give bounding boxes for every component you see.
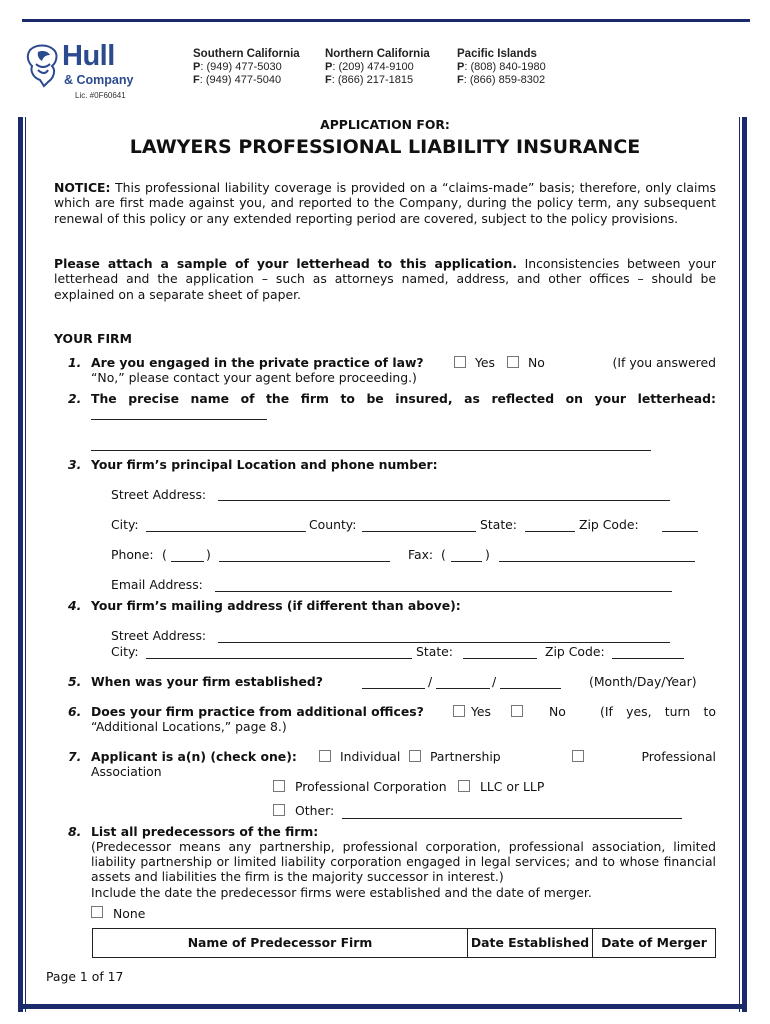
table-header-row xyxy=(93,929,716,958)
q3-state-label: State: xyxy=(480,517,517,532)
office-pacific-islands: Pacific Islands P: (808) 840-1980 F: (866) 859-8302 xyxy=(457,48,546,86)
q3-number: 3. xyxy=(68,457,82,472)
q1-no-label: No xyxy=(528,355,545,370)
q3-phone-area-field[interactable] xyxy=(171,561,204,562)
office-northern-california: Northern California P: (209) 474-9100 F: (866) 217-1815 xyxy=(325,48,430,86)
q1-yes-label: Yes xyxy=(475,355,496,370)
q5-number: 5. xyxy=(68,674,82,689)
bottom-border-bar xyxy=(18,1004,747,1009)
left-border-thin xyxy=(25,117,26,1012)
q3-fax-paren-close: ) xyxy=(485,547,490,562)
q5-question: When was your firm established? xyxy=(91,674,323,689)
q5-slash: / xyxy=(428,674,433,689)
q5-day-field[interactable] xyxy=(436,688,490,689)
q3-phone-label: Phone: xyxy=(111,547,154,562)
q7-professional-corporation-checkbox[interactable] xyxy=(273,780,285,792)
q6-question: Does your firm practice from additional offices? xyxy=(91,704,424,719)
q4-number: 4. xyxy=(68,598,82,613)
q3-county-field[interactable] xyxy=(362,531,476,532)
q2-firm-name-field-line2[interactable] xyxy=(91,450,651,451)
left-border-bar xyxy=(18,117,23,1012)
q6-number: 6. xyxy=(68,704,82,719)
q8-question: List all predecessors of the firm: xyxy=(91,824,319,839)
office-region: Northern California xyxy=(325,48,430,60)
q3-street-field[interactable] xyxy=(218,500,670,501)
q3-fax-label: Fax: xyxy=(408,547,434,562)
q1-note: (If you answered xyxy=(612,355,716,370)
q7-other-label: Other: xyxy=(295,803,335,818)
office-region: Southern California xyxy=(193,48,300,60)
letterhead-text: Inconsistencies between your letterhead and the application – such as attorneys named, address, and other offices – should be explained on a separate sheet of paper. xyxy=(54,256,716,302)
column-name-of-predecessor: Name of Predecessor Firm xyxy=(93,929,468,958)
q5-year-field[interactable] xyxy=(500,688,561,689)
column-date-of-merger: Date of Merger xyxy=(593,929,716,958)
predecessor-table xyxy=(92,928,716,958)
q6-yes-label: Yes xyxy=(471,704,492,719)
q5-slash: / xyxy=(492,674,497,689)
q7-other-checkbox[interactable] xyxy=(273,804,285,816)
notice-label: NOTICE: xyxy=(54,180,111,195)
q7-professional-corporation-label: Professional Corporation xyxy=(295,779,447,794)
office-fax: (866) 217-1815 xyxy=(337,74,414,86)
q1-question: Are you engaged in the private practice of law? xyxy=(91,355,424,370)
q7-number: 7. xyxy=(68,749,82,764)
q7-llc-checkbox[interactable] xyxy=(458,780,470,792)
q1-yes-checkbox[interactable] xyxy=(454,356,466,368)
office-phone: (209) 474-9100 xyxy=(338,61,414,73)
q5-month-field[interactable] xyxy=(362,688,425,689)
q7-professional-label: Professional xyxy=(641,749,716,764)
q8-none-label: None xyxy=(113,906,146,921)
q8-none-checkbox[interactable] xyxy=(91,906,103,918)
section-title: YOUR FIRM xyxy=(54,331,132,346)
q6-note-continued: “Additional Locations,” page 8.) xyxy=(91,719,287,734)
office-fax: (949) 477-5040 xyxy=(205,74,282,86)
office-fax: (866) 859-8302 xyxy=(469,74,546,86)
q3-fax-field[interactable] xyxy=(499,561,695,562)
q8-number: 8. xyxy=(68,824,82,839)
q7-question: Applicant is a(n) (check one): xyxy=(91,749,297,764)
company-logo xyxy=(24,42,154,90)
q6-note: (If yes, turn to xyxy=(600,704,716,719)
q3-state-field[interactable] xyxy=(525,531,575,532)
right-border-thin xyxy=(739,117,740,1012)
q7-individual-label: Individual xyxy=(340,749,401,764)
q3-email-label: Email Address: xyxy=(111,577,203,592)
q7-association-label: Association xyxy=(91,764,162,779)
q1-note-continued: “No,” please contact your agent before proceeding.) xyxy=(91,370,417,385)
q3-zip-label: Zip Code: xyxy=(579,517,639,532)
page-title: LAWYERS PROFESSIONAL LIABILITY INSURANCE xyxy=(129,136,641,158)
q8-include-note: Include the date the predecessor firms were established and the date of merger. xyxy=(91,885,592,900)
q3-email-field[interactable] xyxy=(215,591,672,592)
q2-firm-name-field[interactable] xyxy=(91,419,267,420)
q3-zip-field[interactable] xyxy=(662,531,698,532)
q3-city-label: City: xyxy=(111,517,139,532)
page-number: Page 1 of 17 xyxy=(46,969,124,984)
q3-street-label: Street Address: xyxy=(111,487,207,502)
q4-street-field[interactable] xyxy=(218,642,670,643)
q6-yes-checkbox[interactable] xyxy=(453,705,465,717)
q5-date-format: (Month/Day/Year) xyxy=(589,674,697,689)
q2-number: 2. xyxy=(68,391,82,406)
q4-zip-label: Zip Code: xyxy=(545,644,605,659)
q4-state-field[interactable] xyxy=(463,658,537,659)
logo-sub: & Company xyxy=(64,73,134,87)
office-region: Pacific Islands xyxy=(457,48,537,60)
notice-text: This professional liability coverage is provided on a “claims-made” basis; therefore, only claims which are first made against you, and reported to the Company, during the policy term, any subsequent renewal of this policy or any extended reporting period are covered, subject to the policy provisions. xyxy=(54,180,716,226)
q2-question: The precise name of the firm to be insured, as reflected on your letterhead: xyxy=(91,391,716,406)
letterhead-instruction: Please attach a sample of your letterhead to this application. xyxy=(54,256,517,271)
q3-fax-paren-open: ( xyxy=(441,547,446,562)
q3-question: Your firm’s principal Location and phone number: xyxy=(91,457,438,472)
q3-county-label: County: xyxy=(309,517,357,532)
notice-paragraph xyxy=(54,180,716,226)
q3-phone-paren-close: ) xyxy=(206,547,211,562)
q8-description: (Predecessor means any partnership, professional corporation, professional association, limited liability partnership or limited liability corporation engaged in legal services; and to whose financial assets and liabilities the firm is the majority successor in interest.) xyxy=(91,839,716,885)
q7-partnership-label: Partnership xyxy=(430,749,501,764)
q6-no-label: No xyxy=(549,704,566,719)
letterhead-paragraph xyxy=(54,256,716,302)
office-phone: (808) 840-1980 xyxy=(470,61,546,73)
q3-fax-area-field[interactable] xyxy=(451,561,482,562)
q1-number: 1. xyxy=(68,355,82,370)
license-number: Lic. #0F60641 xyxy=(75,91,126,100)
q3-phone-paren-open: ( xyxy=(162,547,167,562)
q4-street-label: Street Address: xyxy=(111,628,207,643)
q7-professional-association-checkbox[interactable] xyxy=(572,750,584,762)
q4-city-label: City: xyxy=(111,644,139,659)
q4-state-label: State: xyxy=(416,644,453,659)
column-date-established: Date Established xyxy=(468,929,593,958)
q6-no-checkbox[interactable] xyxy=(511,705,523,717)
eagle-icon xyxy=(24,42,64,88)
q7-partnership-checkbox[interactable] xyxy=(409,750,421,762)
q1-no-checkbox[interactable] xyxy=(507,356,519,368)
q7-other-field[interactable] xyxy=(342,818,682,819)
q7-llc-label: LLC or LLP xyxy=(480,779,545,794)
q3-phone-field[interactable] xyxy=(219,561,390,562)
right-border-bar xyxy=(742,117,747,1012)
q4-city-field[interactable] xyxy=(146,658,412,659)
q4-zip-field[interactable] xyxy=(612,658,684,659)
q4-question: Your firm’s mailing address (if different than above): xyxy=(91,598,461,613)
office-phone: (949) 477-5030 xyxy=(206,61,282,73)
top-rule xyxy=(22,19,750,22)
q7-individual-checkbox[interactable] xyxy=(319,750,331,762)
q3-city-field[interactable] xyxy=(146,531,306,532)
logo-name: Hull xyxy=(62,40,115,72)
application-for-label: APPLICATION FOR: xyxy=(320,117,450,132)
office-southern-california: Southern California P: (949) 477-5030 F: (949) 477-5040 xyxy=(193,48,300,86)
